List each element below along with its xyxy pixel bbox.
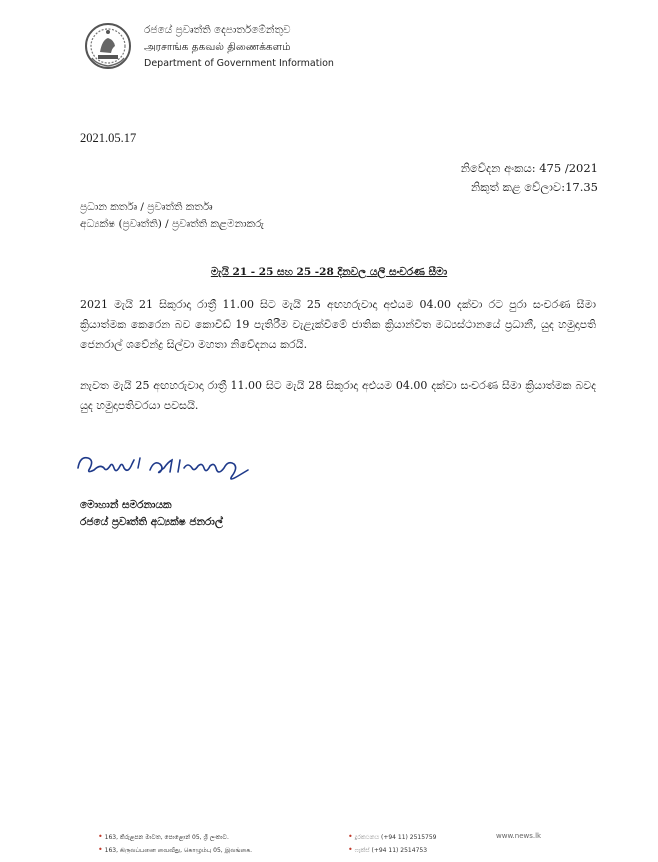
header-english: Department of Government Information xyxy=(144,58,334,69)
bullet-icon: • xyxy=(348,832,353,841)
header-tamil: அரசாங்க தகவல் திணைக்களம் xyxy=(144,41,291,53)
bullet-icon: • xyxy=(98,845,103,854)
footer-address-tamil: • 163, கிருலப்பனை வைவீது, கொழும்பு 05, இலங்கை. xyxy=(98,845,253,854)
body-paragraph: නැවත මැයි 25 අඟහරුවාදා රාත්‍රී 11.00 සිට මැයි 28 සිකුරාදා අළුයම 04.00 දක්වා සංචරණ සීමා ක්‍රියාත්මක බවද යුද හමුදාපතිවරයා පවසයි. xyxy=(80,379,596,412)
footer-address-sinhala: • 163, කිරුළපන මාවත, පොළොන් 05, ශ්‍රී ලංකාව. xyxy=(98,832,229,841)
reference-number: නිවේදන අංකය: 475 /2021 xyxy=(460,161,598,175)
body-paragraph: 2021 මැයි 21 සිකුරාදා රාත්‍රී 11.00 සිට මැයි 25 අඟහරුවාදා අළුයම 04.00 දක්වා රට පුරා සංචරණ සීමා ක්‍රියාත්මක කෙරෙන බව කොවිඩ් 19 පැතිරීම වැළැක්වීමේ ජාතික ක්‍රියාන්විත මධ්‍යස්ථානයේ ප්‍රධානී, යුද හමුදාපති ජෙනරාල් ශවේන්ද්‍ර සිල්වා මහතා නිවේදනය කරයි. xyxy=(80,298,596,351)
bullet-icon: • xyxy=(98,832,103,841)
recipient-line: අධ්‍යක්ෂ (ප්‍රවෘත්ති) / ප්‍රවෘත්ති කළමනාකරු xyxy=(80,218,264,230)
handwritten-signature xyxy=(74,446,254,484)
notice-title: මැයි 21 - 25 සහ 25 -28 දිනවල යලි සංචරණ සීමා xyxy=(210,266,448,278)
recipient-line: ප්‍රධාන කර්තෘ / ප්‍රවෘත්ති කර්තෘ xyxy=(80,201,213,213)
header-sinhala: රජයේ ප්‍රවෘත්ති දෙපාර්තමේන්තුව xyxy=(144,24,291,36)
signatory-title: රජයේ ප්‍රවෘත්ති අධ්‍යක්ෂ ජනරාල් xyxy=(80,516,223,528)
bullet-icon: • xyxy=(348,845,353,854)
signatory-name: මොහාන් සමරනායක xyxy=(80,499,172,511)
document-date: 2021.05.17 xyxy=(80,131,137,145)
footer-website[interactable]: www.news.lk xyxy=(496,832,542,840)
footer-fax: • ෆැක්ස් (+94 11) 2514753 xyxy=(348,845,428,854)
footer-telephone: • දුරකථනය (+94 11) 2515759 xyxy=(348,832,437,841)
issued-time: නිකුත් කළ වේලාව:17.35 xyxy=(470,180,598,194)
sri-lanka-emblem-icon xyxy=(84,22,132,70)
